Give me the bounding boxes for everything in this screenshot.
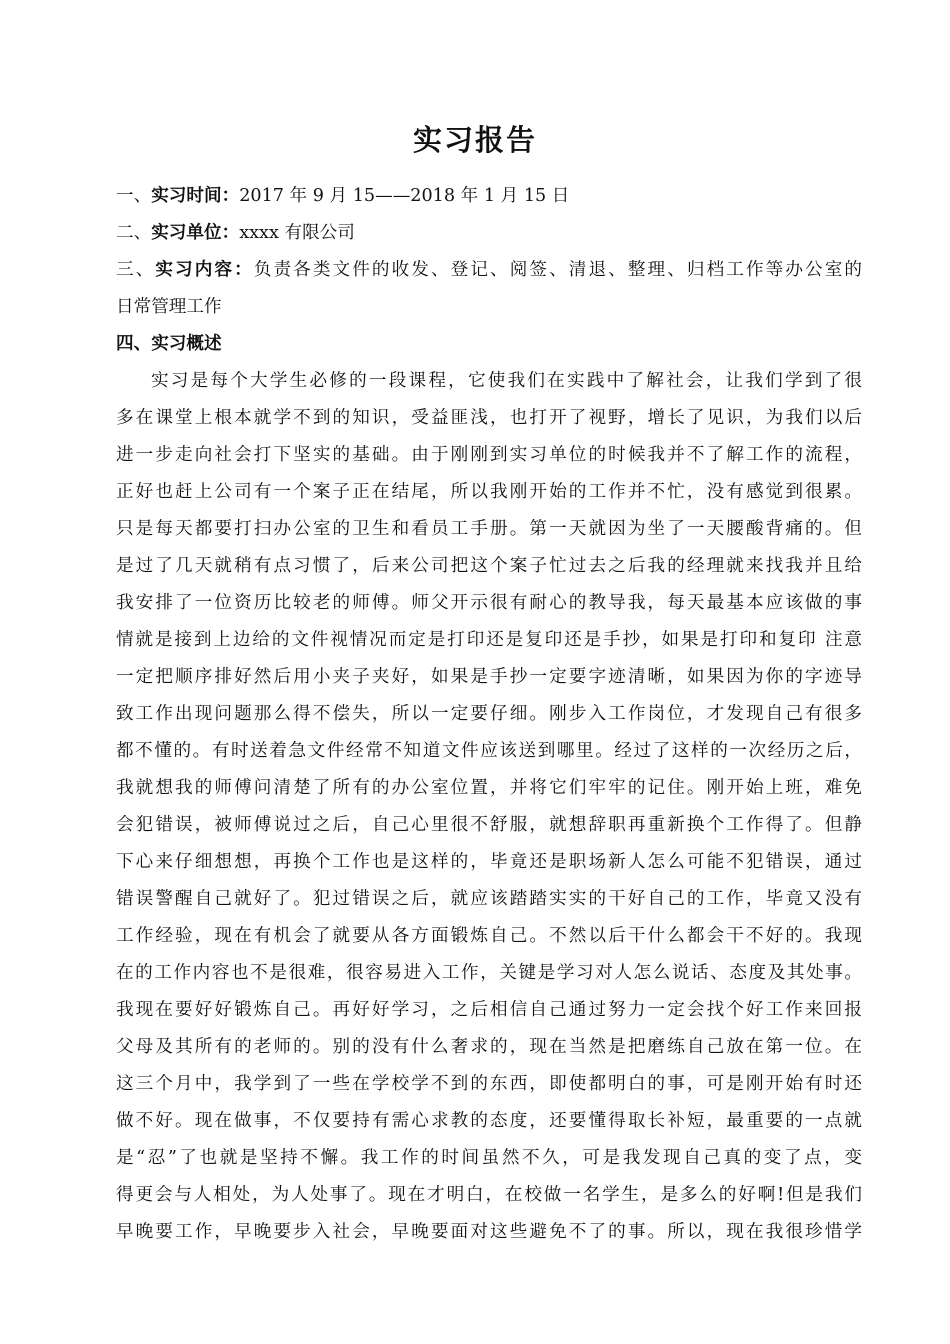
paragraph-line: 是“忍”了也就是坚持不懈。我工作的时间虽然不久，可是我发现自己真的变了点，变 xyxy=(116,1148,862,1168)
paragraph-line: 多在课堂上根本就学不到的知识，受益匪浅，也打开了视野，增长了见识，为我们以后 xyxy=(116,408,862,428)
info-content-label: 实习内容： xyxy=(155,260,254,280)
overview-paragraph xyxy=(116,363,862,1251)
info-unit-label: 实习单位： xyxy=(151,223,240,243)
paragraph-line: 在的工作内容也不是很难，很容易进入工作，关键是学习对人怎么说话、态度及其处事。 xyxy=(116,963,862,983)
paragraph-line: 正好也赶上公司有一个案子正在结尾，所以我刚开始的工作并不忙，没有感觉到很累。 xyxy=(116,482,862,502)
paragraph-line: 致工作出现问题那么得不偿失，所以一定要仔细。刚步入工作岗位，才发现自己有很多 xyxy=(116,704,862,724)
info-content-line xyxy=(116,252,862,289)
paragraph-line: 工作经验，现在有机会了就要从各方面锻炼自己。不然以后干什么都会干不好的。我现 xyxy=(116,926,862,946)
paragraph-line: 实习是每个大学生必修的一段课程，它使我们在实践中了解社会，让我们学到了很 xyxy=(151,371,862,391)
paragraph-line: 一定把顺序排好然后用小夹子夹好，如果是手抄一定要字迹清晰，如果因为你的字迹导 xyxy=(116,667,862,687)
paragraph-line: 会犯错误，被师傅说过之后，自己心里很不舒服，就想辞职再重新换个工作得了。但静 xyxy=(116,815,862,835)
paragraph-line: 父母及其所有的老师的。别的没有什么奢求的，现在当然是把磨练自己放在第一位。在 xyxy=(116,1037,862,1057)
paragraph-line: 得更会与人相处，为人处事了。现在才明白，在校做一名学生，是多么的好啊!但是我们 xyxy=(116,1185,862,1205)
info-content-prefix: 三、 xyxy=(116,260,156,280)
info-content-value-1: 负责各类文件的收发、登记、阅签、清退、整理、归档工作等办公室的 xyxy=(253,260,862,280)
paragraph-line: 我就想我的师傅问清楚了所有的办公室位置，并将它们牢牢的记住。刚开始上班，难免 xyxy=(116,778,862,798)
overview-heading: 四、实习概述 xyxy=(116,334,222,354)
paragraph-line: 都不懂的。有时送着急文件经常不知道文件应该送到哪里。经过了这样的一次经历之后， xyxy=(116,741,862,761)
paragraph-line: 我现在要好好锻炼自己。再好好学习，之后相信自己通过努力一定会找个好工作来回报 xyxy=(116,1000,862,1020)
paragraph-line: 只是每天都要打扫办公室的卫生和看员工手册。第一天就因为坐了一天腰酸背痛的。但 xyxy=(116,519,862,539)
info-time-prefix: 一、 xyxy=(116,186,152,206)
paragraph-line: 下心来仔细想想，再换个工作也是这样的，毕竟还是职场新人怎么可能不犯错误，通过 xyxy=(116,852,862,872)
info-time-label: 实习时间： xyxy=(151,186,240,206)
paragraph-line: 这三个月中，我学到了一些在学校学不到的东西，即使都明白的事，可是刚开始有时还 xyxy=(116,1074,862,1094)
paragraph-line: 早晚要工作，早晚要步入社会，早晚要面对这些避免不了的事。所以，现在我很珍惜学 xyxy=(116,1222,862,1242)
paragraph-line: 错误警醒自己就好了。犯过错误之后，就应该踏踏实实的干好自己的工作，毕竟又没有 xyxy=(116,889,862,909)
page-title: 实习报告 xyxy=(412,123,537,157)
info-unit-line xyxy=(116,215,862,252)
info-content-line-2: 日常管理工作 xyxy=(116,297,222,317)
info-unit-value: xxxx 有限公司 xyxy=(239,223,355,243)
info-time-line xyxy=(116,178,862,215)
paragraph-line: 我安排了一位资历比较老的师傅。师父开示很有耐心的教导我，每天最基本应该做的事 xyxy=(116,593,862,613)
paragraph-line: 情就是接到上边给的文件视情况而定是打印还是复印还是手抄，如果是打印和复印 注意 xyxy=(116,630,862,650)
paragraph-line: 进一步走向社会打下坚实的基础。由于刚刚到实习单位的时候我并不了解工作的流程， xyxy=(116,445,862,465)
info-unit-prefix: 二、 xyxy=(116,223,152,243)
info-time-value: 2017 年 9 月 15——2018 年 1 月 15 日 xyxy=(239,186,570,206)
paragraph-line: 做不好。现在做事，不仅要持有需心求教的态度，还要懂得取长补短，最重要的一点就 xyxy=(116,1111,862,1131)
document-body xyxy=(116,178,862,1251)
paragraph-line: 是过了几天就稍有点习惯了，后来公司把这个案子忙过去之后我的经理就来找我并且给 xyxy=(116,556,862,576)
